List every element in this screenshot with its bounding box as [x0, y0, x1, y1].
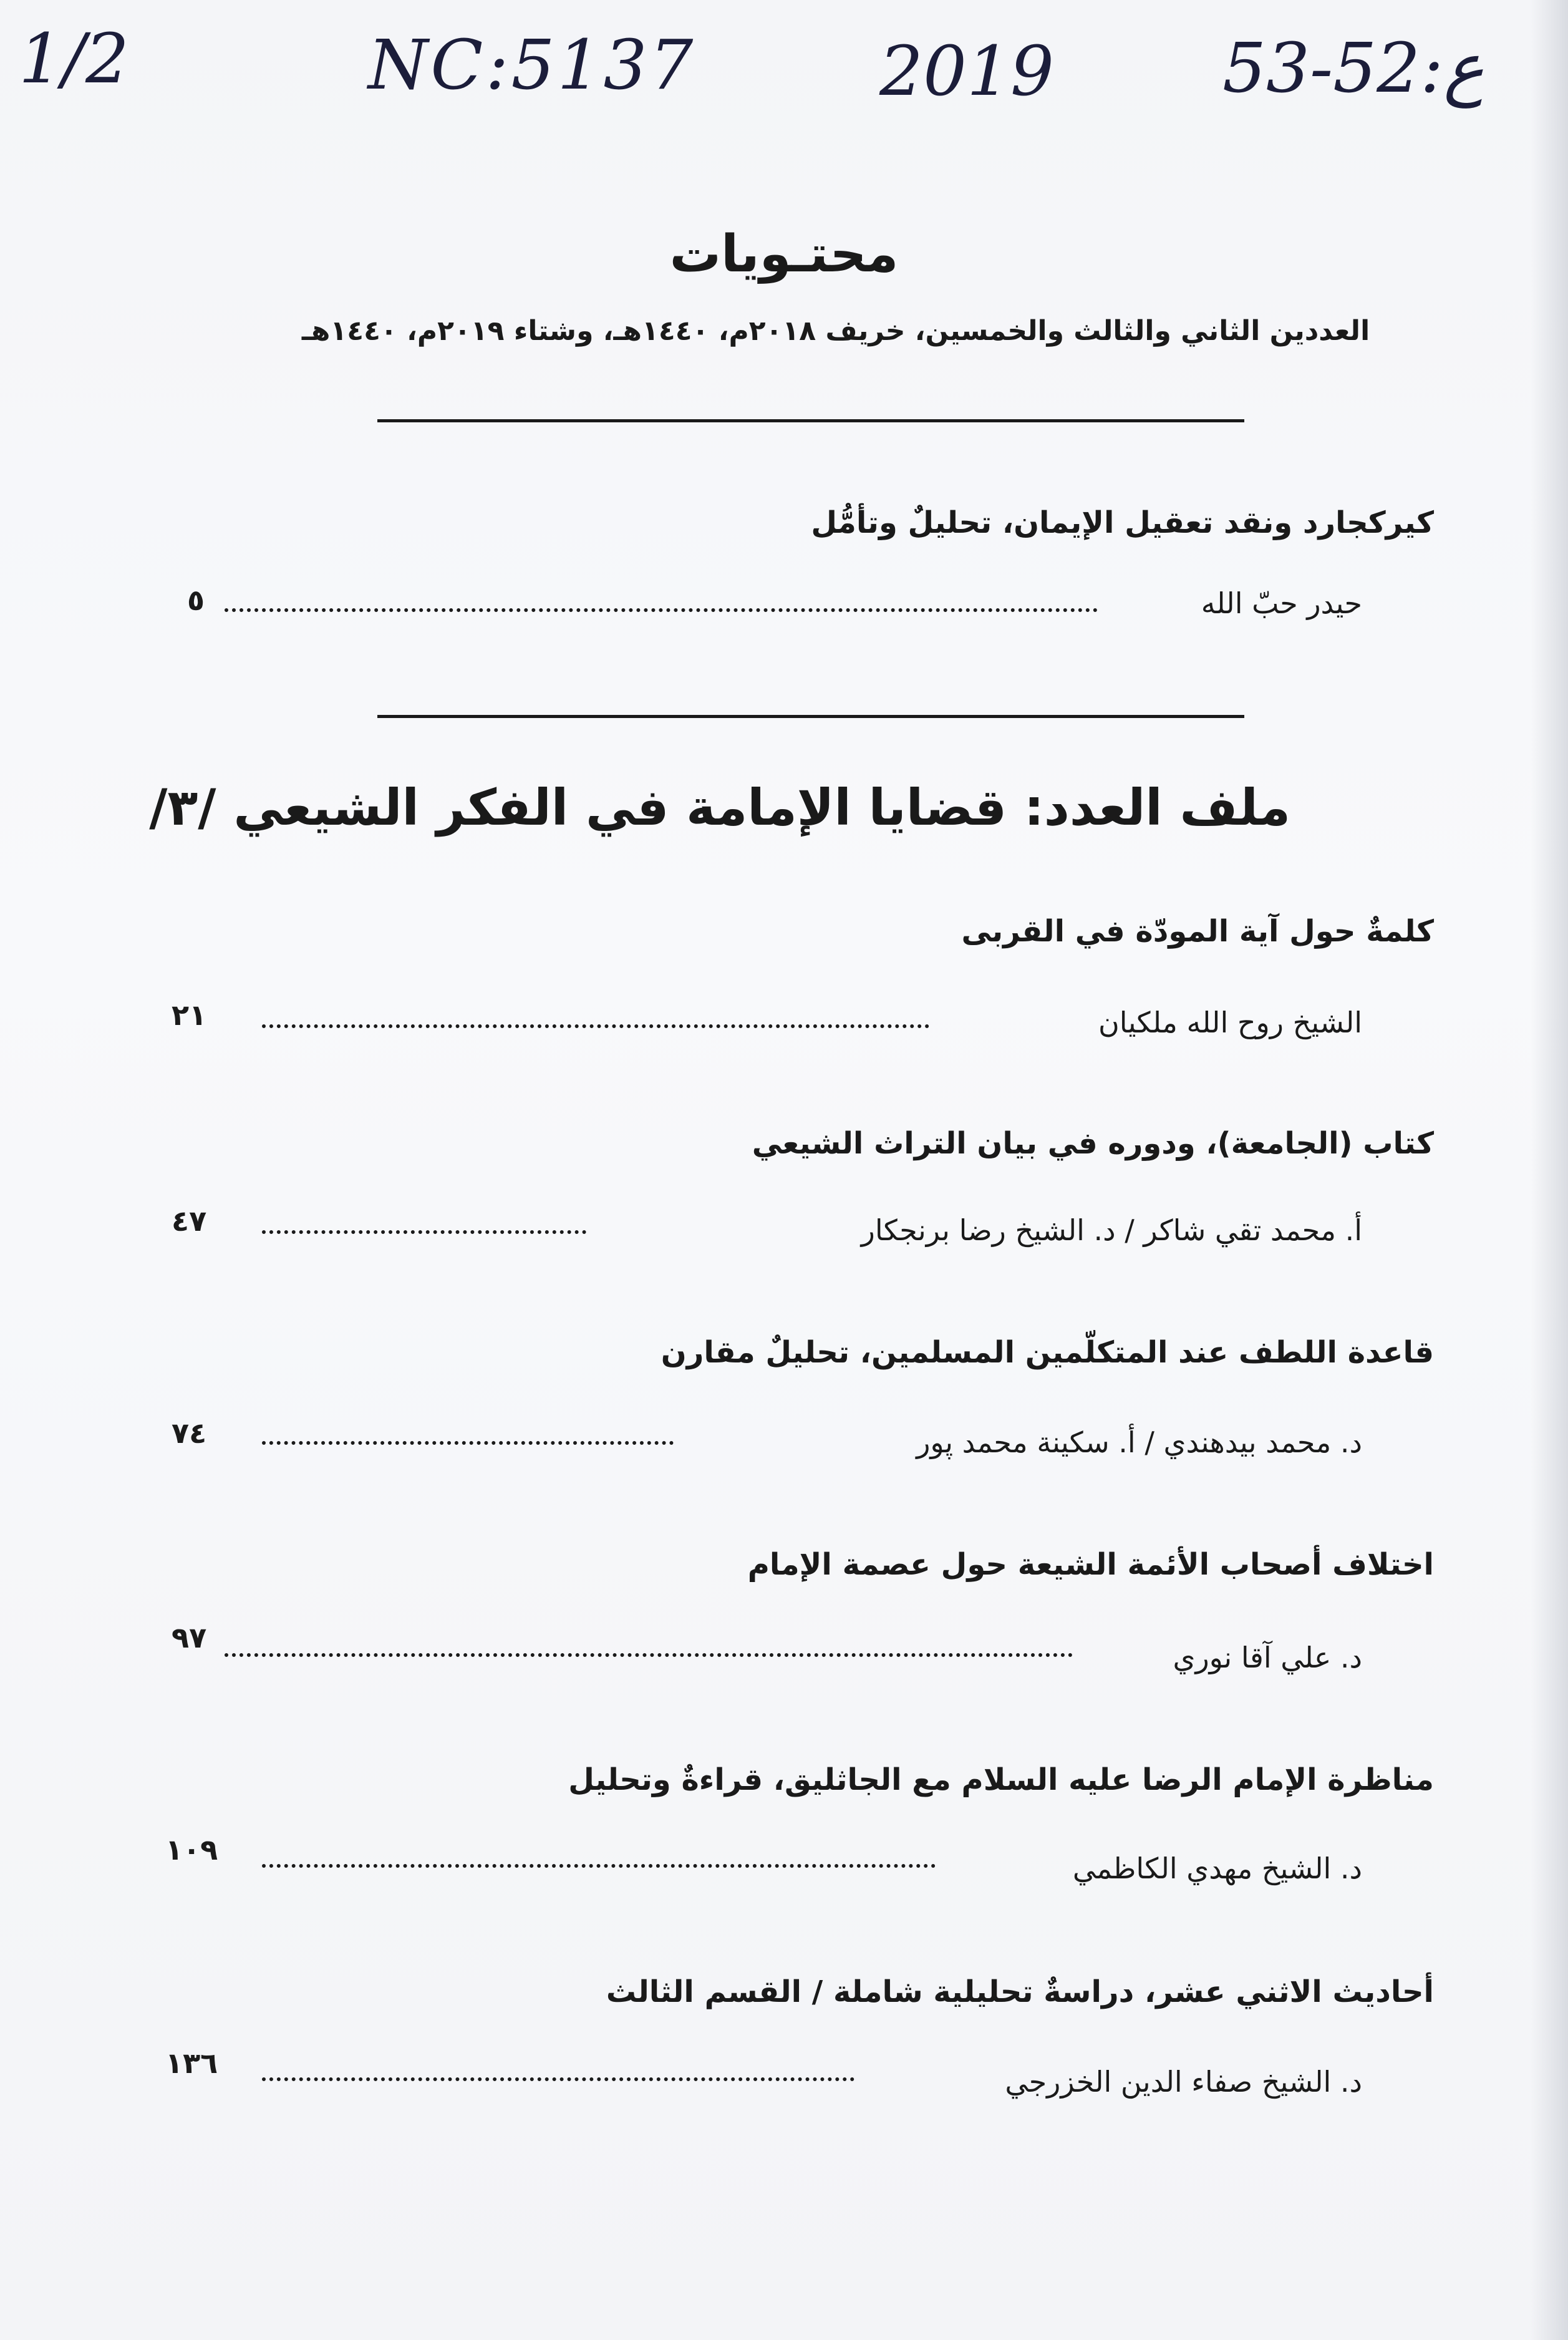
issue-subtitle: العددين الثاني والثالث والخمسين، خريف ٢٠١٨م، ١٤٤٠هـ، وشتاء ٢٠١٩م، ١٤٤٠هـ: [301, 315, 1370, 347]
lead-article-page: ٥: [187, 583, 205, 617]
article-author: د. محمد بيدهندي / أ. سكينة محمد پور: [916, 1425, 1362, 1459]
lead-article-author: حيدر حبّ الله: [1201, 586, 1362, 620]
article-author: الشيخ روح الله ملكيان: [1098, 1006, 1362, 1039]
dot-leader: [225, 1653, 1073, 1657]
article-title: كلمةٌ حول آية المودّة في القربى: [961, 914, 1434, 949]
article-page: ١٠٩: [165, 1833, 218, 1867]
lead-article-title: كيركجارد ونقد تعقيل الإيمان، تحليلٌ وتأمُّل: [811, 505, 1434, 540]
article-page: ٩٧: [172, 1621, 207, 1654]
article-author: د. علي آقا نوري: [1173, 1641, 1362, 1674]
article-page: ٢١: [172, 998, 207, 1032]
dot-leader: [262, 2077, 854, 2081]
article-title: مناظرة الإمام الرضا عليه السلام مع الجاثليق، قراءةٌ وتحليل: [568, 1762, 1434, 1797]
section-title: ملف العدد: قضايا الإمامة في الفكر الشيعي /٣/: [149, 779, 1290, 837]
dot-leader: [225, 608, 1098, 612]
article-title: أحاديث الاثني عشر، دراسةٌ تحليلية شاملة / القسم الثالث: [606, 1974, 1434, 2009]
divider-middle: [377, 715, 1244, 718]
handwritten-page-marker: 1/2: [19, 19, 130, 99]
article-author: أ. محمد تقي شاكر / د. الشيخ رضا برنجكار: [861, 1213, 1362, 1247]
article-author: د. الشيخ مهدي الكاظمي: [1072, 1852, 1362, 1885]
article-page: ٤٧: [172, 1204, 207, 1238]
article-page: ١٣٦: [165, 2046, 218, 2080]
page-edge-shadow: [1531, 0, 1568, 2340]
handwritten-range: 53-52:ع: [1222, 28, 1484, 108]
dot-leader: [262, 1441, 674, 1445]
article-author: د. الشيخ صفاء الدين الخزرجي: [1005, 2065, 1362, 2099]
divider-top: [377, 419, 1244, 422]
page-title: محتـويات: [669, 225, 899, 284]
dot-leader: [262, 1230, 586, 1234]
article-page: ٧٤: [172, 1416, 207, 1450]
handwritten-nc-code: NC:5137: [368, 25, 696, 105]
article-title: كتاب (الجامعة)، ودوره في بيان التراث الشيعي: [752, 1126, 1434, 1161]
article-title: اختلاف أصحاب الأئمة الشيعة حول عصمة الإمام: [747, 1547, 1434, 1582]
article-title: قاعدة اللطف عند المتكلّمين المسلمين، تحليلٌ مقارن: [661, 1335, 1434, 1370]
handwritten-year: 2019: [879, 31, 1054, 111]
dot-leader: [262, 1864, 936, 1868]
dot-leader: [262, 1024, 929, 1028]
